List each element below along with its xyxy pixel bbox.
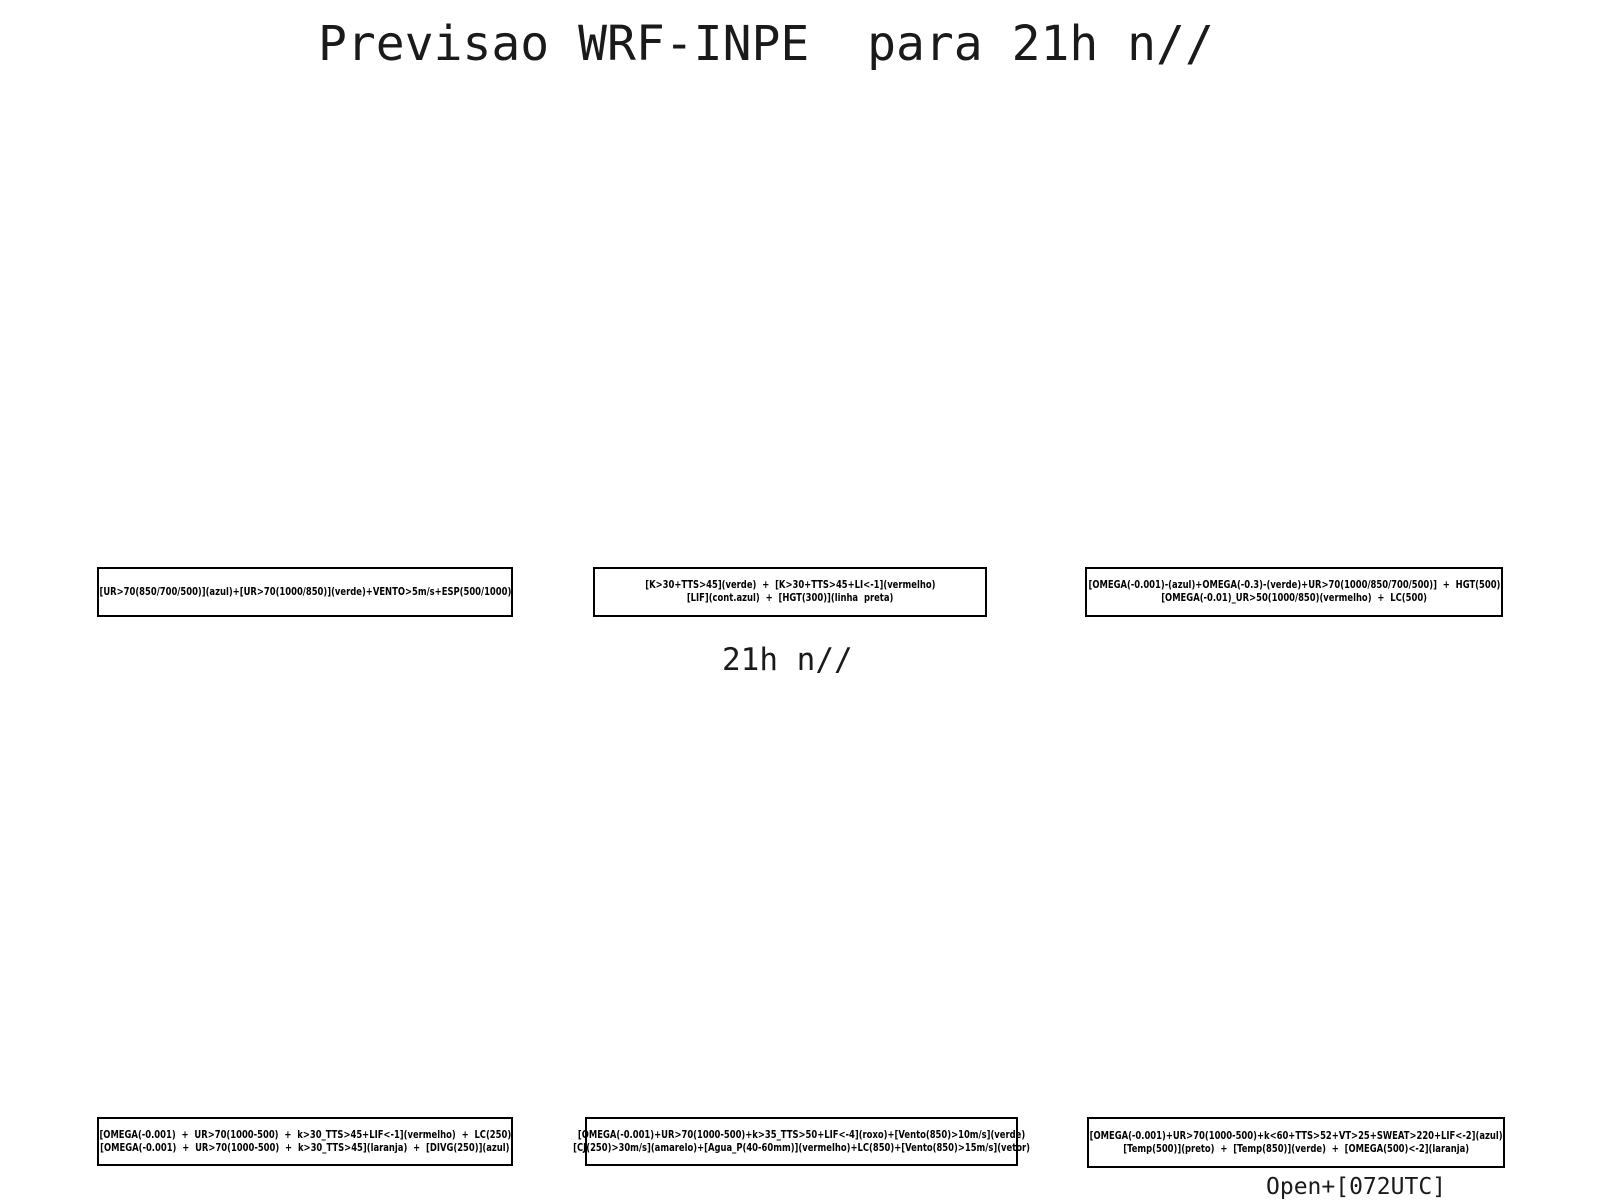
legend-line: [UR>70(850/700/500)](azul)+[UR>70(1000/850)](verde)+VENTO>5m/s+ESP(500/1000) [99,585,511,598]
legend-line: [CJ(250)>30m/s](amarelo)+[Agua_P(40-60mm)](vermelho)+LC(850)+[Vento(850)>15m/s](vetor) [573,1141,1030,1154]
legend-line: [OMEGA(-0.001)-(azul)+OMEGA(-0.3)-(verde)+UR>70(1000/850/700/500)] + HGT(500) [1088,579,1500,591]
legend-line: [K>30+TTS>45](verde) + [K>30+TTS>45+LI<-1](vermelho) [644,579,936,591]
legend-line: [OMEGA(-0.001) + UR>70(1000-500) + k>30_TTS>45](laranja) + [DIVG(250)](azul) [100,1141,510,1154]
legend-box-bottom-right [1087,1117,1505,1168]
legend-line: [Temp(500)](preto) + [Temp(850)](verde) + [OMEGA(500)<-2](laranja) [1123,1142,1469,1155]
page-title: Previsao WRF-INPE para 21h n// [318,16,1214,72]
legend-box-bottom-center [573,1117,1030,1166]
forecast-hour-label: 21h n// [722,642,853,678]
legend-line: [OMEGA(-0.001) + UR>70(1000-500) + k>30_TTS>45+LIF<-1](vermelho) + LC(250) [99,1128,511,1141]
utc-cycle-label: Open+[072UTC] [1266,1174,1447,1200]
legend-line: [OMEGA(-0.01)_UR>50(1000/850)(vermelho) + LC(500) [1161,592,1427,604]
legend-line: [LIF](cont.azul) + [HGT(300)](linha preta) [686,592,894,604]
legend-line: [OMEGA(-0.001)+UR>70(1000-500)+k<60+TTS>52+VT>25+SWEAT>220+LIF<-2](azul) [1089,1129,1503,1142]
legend-box-bottom-left [97,1117,513,1166]
legend-box-top-left [97,567,513,617]
legend-box-top-right [1085,567,1503,617]
legend-line: [OMEGA(-0.001)+UR>70(1000-500)+k>35_TTS>50+LIF<-4](roxo)+[Vento(850)>10m/s](verde) [577,1128,1026,1141]
legend-box-top-center [593,567,987,617]
